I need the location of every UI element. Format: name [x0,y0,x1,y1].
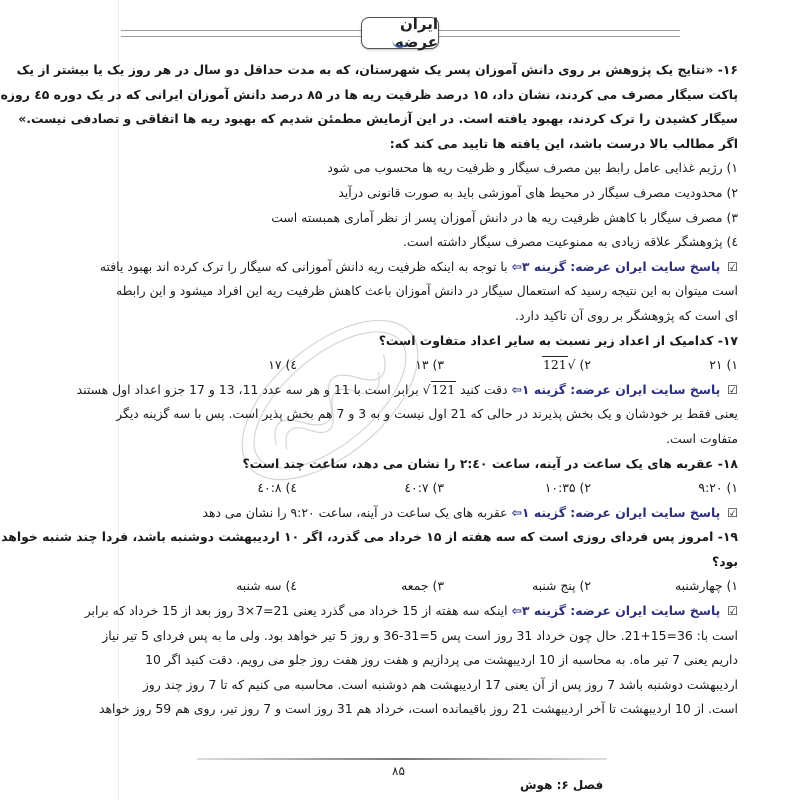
chapter-title: فصل ۶: هوش [520,778,604,792]
q19-answer-line-4: اردیبهشت دوشنبه باشد 7 روز پس از آن یعنی 17 اردیبهشت هم دوشنبه است. محاسبه می کنیم که تا 7 روز چند روز [142,676,738,692]
q18-option-2: ۲) ۱۰:۳۵ [544,480,591,496]
q17-answer: ☑ پاسخ سایت ایران عرضه: گزینه ۱⇦ دقت کنید √121 برابر است با 11 و هر سه عدد 11، 13 و 17 جزو اعداد اول هستند [76,381,738,397]
q17-question: ۱۷- کدامیک از اعداد زیر نسبت به سایر اعداد متفاوت است؟ [378,332,738,348]
q18-option-1: ۱) ۹:۲۰ [698,480,738,496]
q19-question-line-2: بود؟ [712,553,738,569]
q18-question: ۱۸- عقربه های یک ساعت در آینه، ساعت ۲:٤۰ را نشان می دهد، ساعت چند است؟ [242,455,738,471]
q17-answer-line-2: یعنی فقط بر خودشان و یک بخش پذیرند در حالی که 21 اول نیست و به 3 و 7 هم بخش پذیر است. پس با سه گزینه دیگر [116,406,738,422]
q16-line-3: سیگار کشیدن را ترک کردند، بهبود یافته است. در این آزمایش مطمئن شدیم که بهبود ریه ها اتفاقی و تصادفی نیست.» [18,111,738,127]
checkbox-icon: ☑ [727,505,738,520]
q16-line-1: ۱۶- «نتایج یک پژوهش بر روی دانش آموزان پسر یک شهرستان، که به مدت حداقل دو سال در هر روز یک یا بیشتر از یک [16,62,738,77]
q16-prompt: اگر مطالب بالا درست باشد، این یافته ها تایید می کند که: [389,135,738,151]
q19-question-line-1: ۱۹- امروز پس فردای روزی است که سه هفته از ۱۵ خرداد می گذرد، اگر ۱۰ اردیبهشت دوشنبه باشد، فردا چند شنبه خواهد [1,529,738,545]
q19-answer [84,599,738,624]
q17-option-2: ۲) √121 [543,357,591,373]
document-content [0,58,738,722]
footer-rule [197,758,607,760]
answer-text: با توجه به اینکه ظرفیت ریه دانش آموزانی که سیگار را ترک کرده اند بهبود یافته [99,258,508,274]
q17-option-4: ٤) ۱۷ [268,357,297,373]
q19-option-3: ۳) جمعه [401,578,444,594]
q19-options [148,574,738,599]
q16-line-2: پاکت سیگار مصرف می کردند، نشان داد، ۱۵ درصد ظرفیت ریه ها در ۸۵ درصد دانش آموزان ایرانی که در یک دوره ٤۵ روزه [0,86,738,102]
q16-option-2: ۲) محدودیت مصرف سیگار در محیط های آموزشی باید به صورت قانونی درآید [338,184,738,200]
answer-text-pre: دقت کنید [460,381,508,397]
answer-label: پاسخ سایت ایران عرضه: گزینه ۱⇦ [511,381,721,397]
logo-swoosh-icon [392,32,408,48]
radicand: 121 [543,357,567,373]
answer-label: پاسخ سایت ایران عرضه: گزینه ۱⇦ [511,504,721,520]
answer-label: پاسخ سایت ایران عرضه: گزینه ۳⇦ [511,603,721,619]
answer-text: اینکه سه هفته از 15 خرداد می گذرد یعنی 21=7×3 روز بعد از 15 خرداد که برابر [84,603,508,619]
q19-option-4: ٤) سه شنبه [236,578,297,594]
answer-text-post: برابر است با 11 و هر سه عدد 11، 13 و 17 جزو اعداد اول هستند [76,381,419,397]
q18-option-4: ٤) ۸:٤۰ [257,480,297,496]
radicand: 121 [431,381,456,397]
q18-options [148,476,738,501]
q16-option-4: ٤) پژوهشگر علاقه زیادی به ممنوعیت مصرف سیگار داشته است. [402,234,738,250]
q16-answer-line-2: است میتوان به این نتیجه رسید که استعمال سیگار در دانش آموزان باعث کاهش ظرفیت ریه این افراد میشود و این رابطه [115,283,738,299]
checkbox-icon: ☑ [727,604,738,619]
checkbox-icon: ☑ [727,382,738,397]
answer-text: عقربه های یک ساعت در آینه، ساعت ۹:۲۰ را نشان می دهد [202,504,508,520]
page-number: ۸۵ [392,764,405,778]
checkbox-icon: ☑ [727,259,738,274]
q17-option-1: ۱) ۲۱ [709,357,738,373]
header-rule-left [121,30,361,37]
q19-option-2: ۲) پنج شنبه [531,578,591,594]
brand-logo [361,17,439,49]
q19-answer-line-2: است با: 36=15+21. حال چون خرداد 31 روز است پس 5=31-36 و روز 5 تیر خواهد بود. ولی ما به پس فردای 5 تیر نیاز [102,627,738,643]
q19-option-1: ۱) چهارشنبه [674,578,738,594]
logo-text: ایران عرضه [394,15,438,51]
q16-answer-line-3: ای است که پژوهشگر بر روی آن تاکید دارد. [515,307,738,323]
q16-answer [99,255,738,280]
q18-answer [148,501,738,526]
q18-option-3: ۳) ۷:٤۰ [404,480,444,496]
q17-options [148,353,738,378]
q19-answer-line-3: داریم یعنی 7 تیر ماه. به محاسبه از 10 اردیبهشت می پردازیم و هفت روز هفت روز جلو می رویم. دقت کنید اگر 10 [145,652,738,668]
q17-option-3: ۳) ۱۳ [415,357,444,373]
q16-option-3: ۳) مصرف سیگار با کاهش ظرفیت ریه ها در دانش آموزان پسر از نظر آماری همبسته است [271,209,738,225]
q17-answer-line-3: متفاوت است. [666,430,738,446]
q19-answer-line-5: است. از 10 اردیبهشت تا آخر اردیبهشت 21 روز باقیمانده است، خرداد هم 31 روز است و 7 روز تیر، روی هم 59 روز خواهد [98,701,738,717]
q16-option-1: ۱) رژیم غذایی عامل رابط بین مصرف سیگار و ظرفیت ریه ها محسوب می شود [327,160,738,176]
answer-label: پاسخ سایت ایران عرضه: گزینه ۳⇦ [511,258,721,274]
header-rule-right [437,30,680,37]
